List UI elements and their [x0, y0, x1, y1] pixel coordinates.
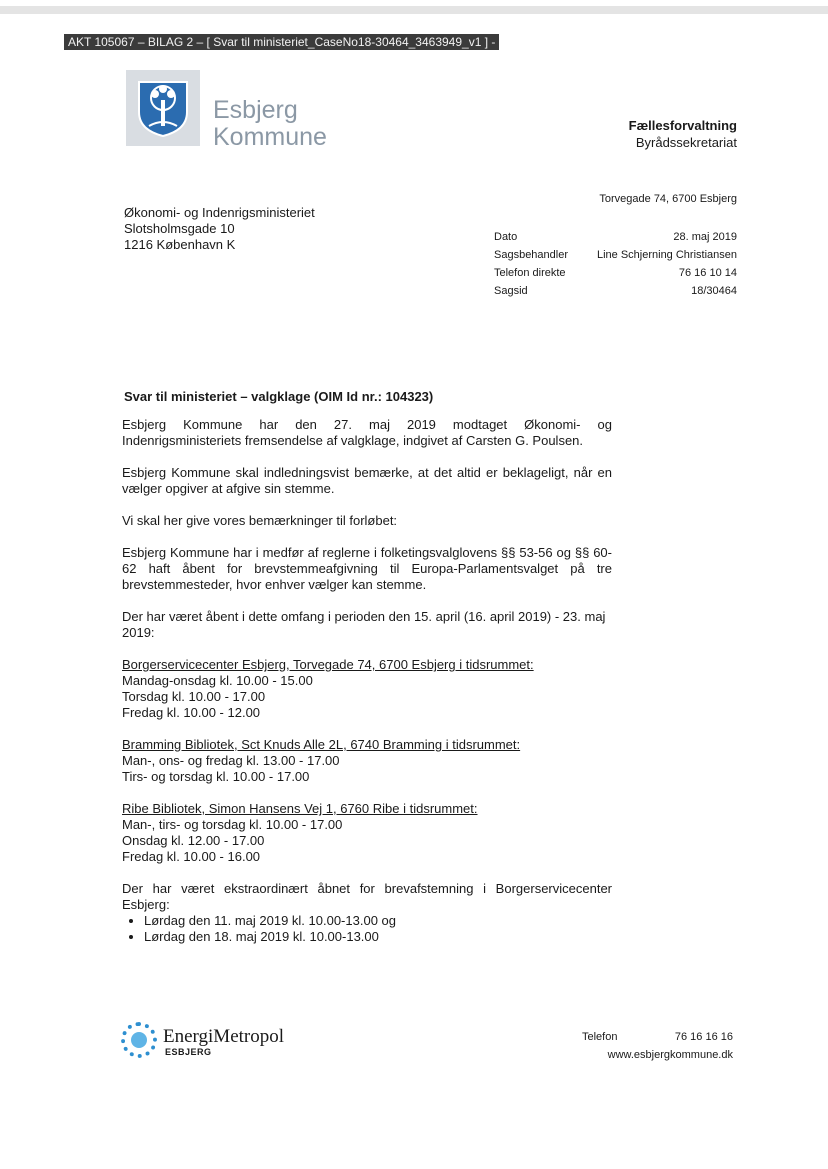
department-unit: Byrådssekretariat	[635, 135, 737, 150]
opening-hours: Torsdag kl. 10.00 - 17.00	[122, 689, 266, 704]
municipal-crest-logo	[126, 70, 200, 146]
meta-label: Sagsid	[494, 285, 528, 297]
meta-value: 76 16 10 14	[678, 267, 737, 279]
phone-number: 76 16 16 16	[674, 1031, 733, 1043]
meta-row-phone	[494, 264, 737, 282]
body-paragraph: Esbjerg Kommune skal indledningsvist bemærke, at det altid er beklageligt, når en vælger opgiver at afgive sin stemme.	[122, 465, 612, 496]
body-paragraph: Der har været åbent i dette omfang i perioden den 15. april (16. april 2019) - 23. maj 2019:	[122, 609, 606, 640]
location-heading: Ribe Bibliotek, Simon Hansens Vej 1, 6760 Ribe i tidsrummet:	[122, 801, 478, 816]
meta-label: Sagsbehandler	[494, 249, 569, 261]
letter-body	[122, 417, 612, 945]
logo-name: EnergiMetropol	[163, 1026, 285, 1047]
location-heading: Bramming Bibliotek, Sct Knuds Alle 2L, 6740 Bramming i tidsrummet:	[122, 737, 521, 752]
body-paragraph: Esbjerg Kommune har i medfør af reglerne i folketingsvalglovens §§ 53-56 og §§ 60- 62 haft åbent for brevstemmeafgivning til Europa-Parlamentsvalget på tre brevstemmesteder, hvor enhver vælger kan stemme.	[122, 545, 612, 592]
meta-row-case-id	[494, 282, 737, 300]
municipality-wordmark	[213, 97, 327, 151]
opening-hours: Fredag kl. 10.00 - 12.00	[122, 705, 261, 720]
meta-row-case-handler	[494, 246, 737, 264]
meta-value: 28. maj 2019	[673, 231, 737, 243]
opening-hours: Tirs- og torsdag kl. 10.00 - 17.00	[122, 769, 310, 784]
letter-metadata	[494, 228, 737, 300]
department-block	[629, 117, 737, 151]
footer-contact	[582, 1028, 733, 1064]
meta-row-date	[494, 228, 737, 246]
meta-value: 18/30464	[691, 285, 737, 297]
energimetropol-logo	[121, 1022, 321, 1064]
body-paragraph: Vi skal her give vores bemærkninger til forløbet:	[122, 513, 398, 528]
meta-value: Line Schjerning Christiansen	[596, 249, 737, 261]
logo-subtitle: ESBJERG	[165, 1047, 212, 1057]
recipient-address	[124, 205, 315, 253]
department-name: Fællesforvaltning	[628, 118, 737, 133]
opening-hours: Fredag kl. 10.00 - 16.00	[122, 849, 261, 864]
opening-hours: Man-, ons- og fredag kl. 13.00 - 17.00	[122, 753, 340, 768]
sender-address: Torvegade 74, 6700 Esbjerg	[599, 193, 737, 205]
brand-line-2: Kommune	[213, 123, 327, 151]
opening-hours: Onsdag kl. 12.00 - 17.00	[122, 833, 265, 848]
letter-subject: Svar til ministeriet – valgklage (OIM Id nr.: 104323)	[124, 389, 434, 404]
website-link[interactable]: www.esbjergkommune.dk	[607, 1049, 733, 1061]
meta-label: Dato	[494, 231, 518, 243]
recipient-line: Slotsholmsgade 10	[124, 221, 235, 236]
energimetropol-dot-icon	[131, 1032, 147, 1048]
recipient-line: 1216 København K	[124, 237, 236, 252]
body-paragraph: Esbjerg Kommune har den 27. maj 2019 modtaget Økonomi- og Indenrigsministeriets fremsendelse af valgklage, indgivet af Carsten G. Poulsen.	[122, 417, 612, 448]
document-stamp: AKT 105067 – BILAG 2 – [ Svar til ministeriet_CaseNo18-30464_3463949_v1 ] -	[64, 34, 499, 50]
opening-hours: Mandag-onsdag kl. 10.00 - 15.00	[122, 673, 313, 688]
location-block	[122, 737, 612, 785]
extra-opening-list	[122, 913, 612, 945]
location-heading: Borgerservicecenter Esbjerg, Torvegade 74, 6700 Esbjerg i tidsrummet:	[122, 657, 534, 672]
meta-label: Telefon direkte	[494, 267, 566, 279]
location-block	[122, 801, 612, 865]
brand-line-1: Esbjerg	[213, 96, 298, 124]
recipient-line: Økonomi- og Indenrigsministeriet	[124, 205, 315, 220]
scan-top-line	[0, 6, 828, 14]
list-item: • Lørdag den 11. maj 2019 kl. 10.00-13.00 og	[144, 913, 612, 929]
opening-hours: Man-, tirs- og torsdag kl. 10.00 - 17.00	[122, 817, 343, 832]
phone-label: Telefon	[582, 1031, 618, 1043]
footer-phone-row	[582, 1028, 733, 1046]
location-block	[122, 657, 612, 721]
extra-opening-intro: Der har været ekstraordinært åbnet for brevafstemning i Borgerservicecenter Esbjerg:	[122, 881, 612, 912]
list-item: • Lørdag den 18. maj 2019 kl. 10.00-13.00	[144, 929, 612, 945]
